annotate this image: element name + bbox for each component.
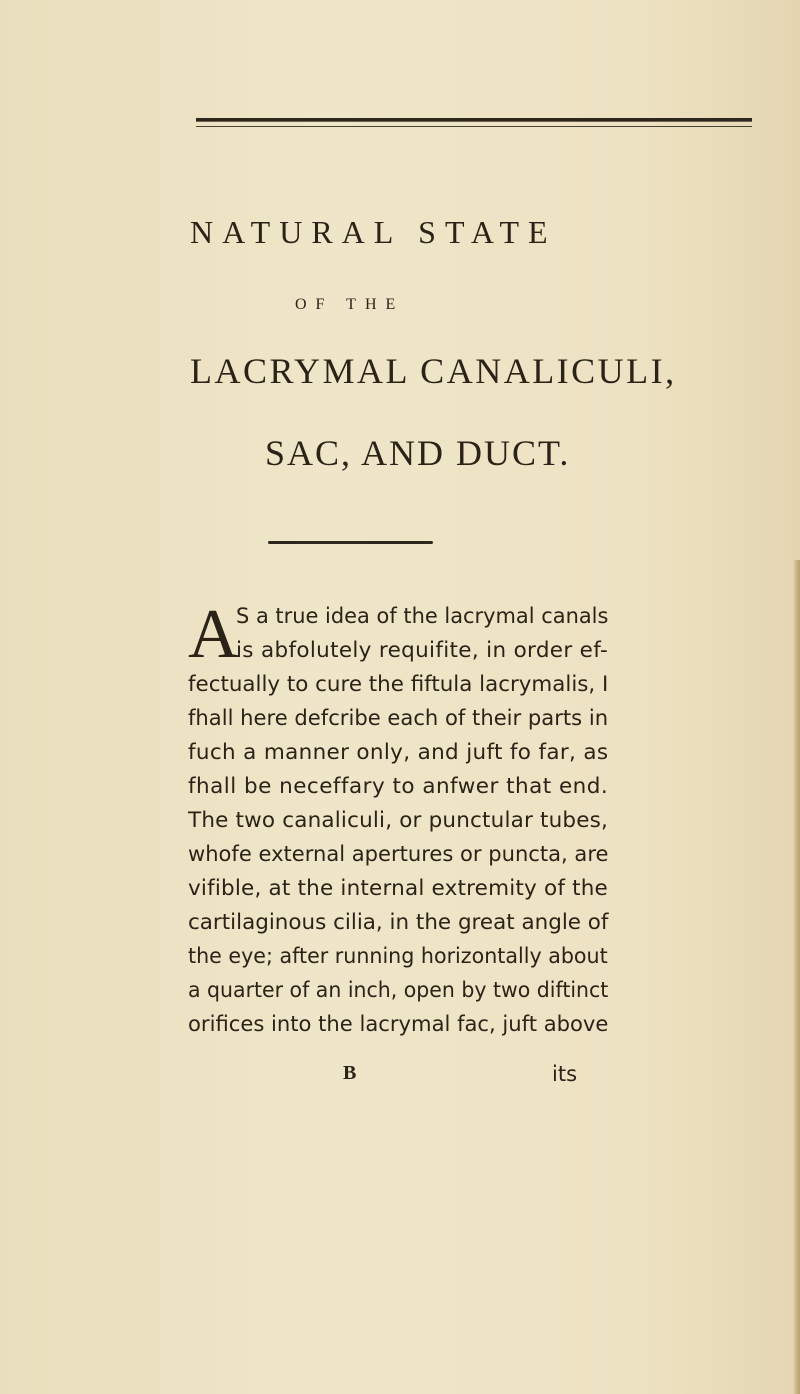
- title-line-natural-state: NATURAL STATE: [190, 214, 557, 250]
- title-line-sac-and-duct: SAC, AND DUCT.: [265, 433, 571, 473]
- text-line-content: fhall here defcribe each of their parts in: [188, 706, 609, 731]
- top-rule: [196, 118, 752, 122]
- text-line-content: is abfolutely requifite, in order ef-: [236, 638, 609, 663]
- text-line-content: whofe external apertures or puncta, are: [188, 842, 609, 867]
- section-rule: [268, 541, 433, 544]
- text-line: [188, 1008, 608, 1042]
- text-line-content: vifible, at the internal extremity of the: [188, 876, 608, 901]
- text-line-content: The two canaliculi, or punctular tubes,: [188, 808, 609, 833]
- text-line: [188, 634, 608, 668]
- text-line-content: a quarter of an inch, open by two diftinct: [188, 978, 609, 1003]
- text-line: [188, 736, 608, 770]
- text-line-content: the eye; after running horizontally about: [188, 944, 608, 969]
- text-line-content: fhall be neceffary to anfwer that end.: [188, 774, 609, 799]
- text-line: [188, 940, 608, 974]
- text-line: [188, 702, 608, 736]
- drop-cap: A: [188, 596, 239, 673]
- catchword: its: [552, 1062, 578, 1086]
- text-line: [188, 906, 608, 940]
- text-line-content: fuch a manner only, and juft fo far, as: [188, 740, 609, 765]
- text-line-content: S a true idea of the lacrymal canals: [236, 604, 609, 629]
- page-edge: [794, 560, 800, 1394]
- text-line: [188, 804, 608, 838]
- title-line-of-the: OF THE: [295, 296, 405, 313]
- text-line: [188, 838, 608, 872]
- text-line-content: cartilaginous cilia, in the great angle of: [188, 910, 609, 935]
- text-line-content: orifices into the lacrymal fac, juft above: [188, 1012, 609, 1037]
- text-line: [188, 668, 608, 702]
- text-line: [188, 872, 608, 906]
- text-line: [188, 770, 608, 804]
- text-line-content: fectually to cure the fiftula lacrymalis, I: [188, 672, 609, 697]
- body-paragraph: [188, 596, 609, 1042]
- title-line-lacrymal-canaliculi: LACRYMAL CANALICULI,: [190, 351, 677, 391]
- signature-mark: B: [343, 1062, 357, 1084]
- text-line: [188, 600, 608, 634]
- text-line: [188, 974, 608, 1008]
- top-rule-thin: [196, 126, 752, 127]
